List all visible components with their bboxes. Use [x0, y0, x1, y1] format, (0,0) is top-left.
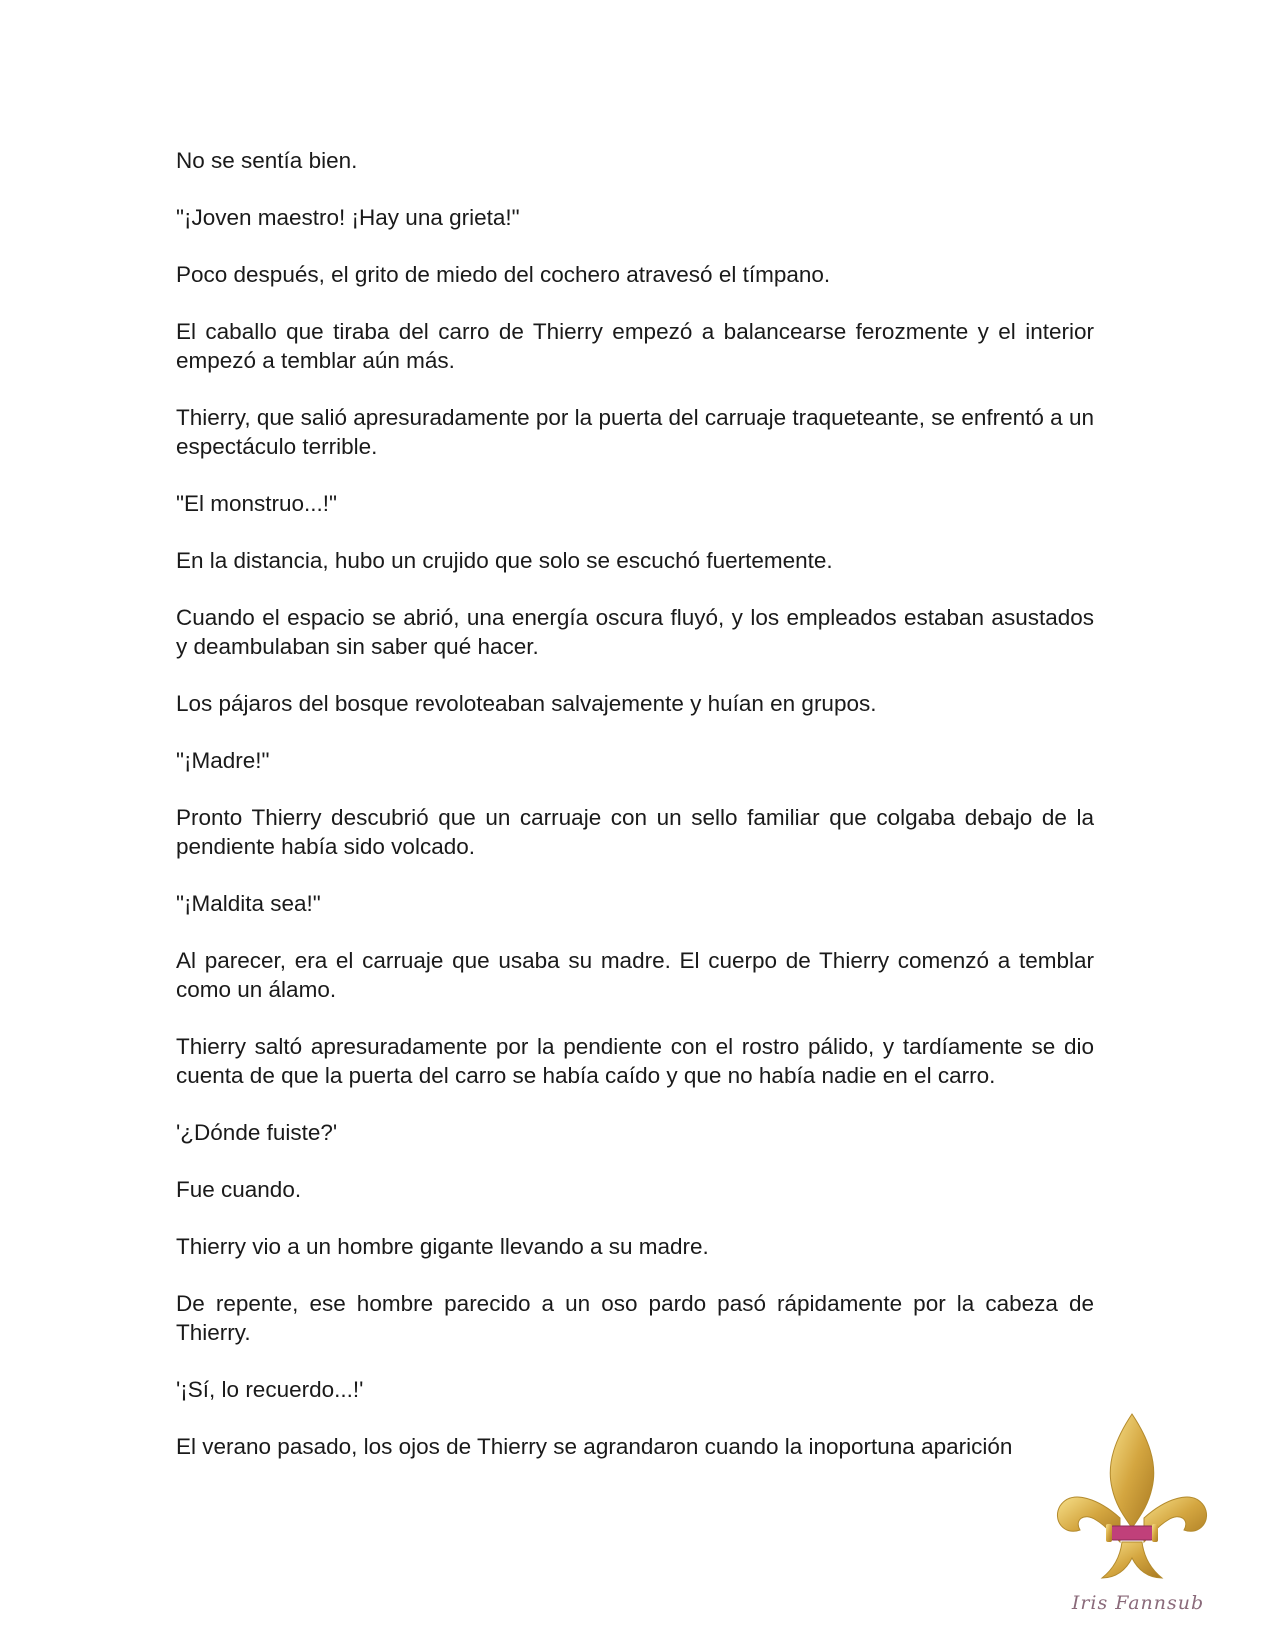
fleur-de-lis-icon	[1050, 1408, 1215, 1608]
paragraph-10: "¡Madre!"	[176, 748, 270, 773]
paragraph-4: El caballo que tiraba del carro de Thierry empezó a balancearse ferozmente y el interior empezó a temblar aún más.	[176, 319, 1094, 373]
paragraph-13: Al parecer, era el carruaje que usaba su madre. El cuerpo de Thierry comenzó a temblar como un álamo.	[176, 948, 1094, 1002]
paragraph-5: Thierry, que salió apresuradamente por la puerta del carruaje traqueteante, se enfrentó a un espectáculo terrible.	[176, 405, 1094, 459]
paragraph-16: Fue cuando.	[176, 1177, 302, 1202]
paragraph-12: "¡Maldita sea!"	[176, 891, 321, 916]
paragraph-19: '¡Sí, lo recuerdo...!'	[176, 1377, 364, 1402]
paragraph-7: En la distancia, hubo un crujido que solo se escuchó fuertemente.	[176, 548, 833, 573]
paragraph-9: Los pájaros del bosque revoloteaban salvajemente y huían en grupos.	[176, 691, 877, 716]
paragraph-2: "¡Joven maestro! ¡Hay una grieta!"	[176, 205, 520, 230]
paragraph-15: '¿Dónde fuiste?'	[176, 1120, 338, 1145]
paragraph-8: Cuando el espacio se abrió, una energía oscura fluyó, y los empleados estaban asustados y deambulaban sin saber qué hacer.	[176, 605, 1094, 659]
paragraph-14: Thierry saltó apresuradamente por la pendiente con el rostro pálido, y tardíamente se dio cuenta de que la puerta del carro se había caído y que no había nadie en el carro.	[176, 1034, 1094, 1088]
paragraph-20: El verano pasado, los ojos de Thierry se agrandaron cuando la inoportuna aparición	[176, 1434, 1013, 1459]
watermark-caption: Iris Fannsub	[1071, 1592, 1205, 1614]
document-body	[176, 146, 1094, 1489]
paragraph-6: "El monstruo...!"	[176, 491, 338, 516]
paragraph-1: No se sentía bien.	[176, 148, 358, 173]
paragraph-17: Thierry vio a un hombre gigante llevando a su madre.	[176, 1234, 709, 1259]
paragraph-3: Poco después, el grito de miedo del cochero atravesó el tímpano.	[176, 262, 831, 287]
paragraph-18: De repente, ese hombre parecido a un oso pardo pasó rápidamente por la cabeza de Thierry.	[176, 1291, 1094, 1345]
paragraph-11: Pronto Thierry descubrió que un carruaje con un sello familiar que colgaba debajo de la pendiente había sido volcado.	[176, 805, 1094, 859]
